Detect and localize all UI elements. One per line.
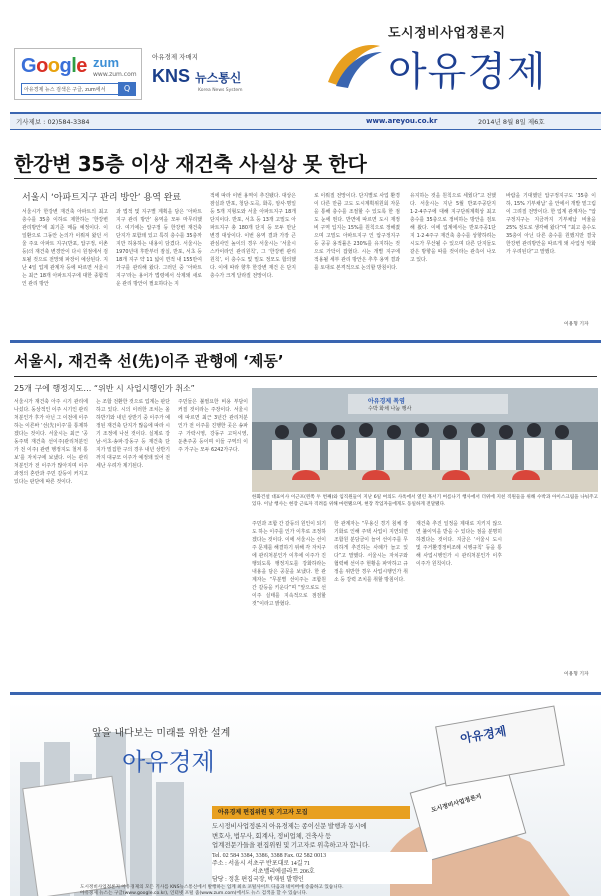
article1-byline: 이용형 기자: [564, 322, 589, 327]
ad-contact-line: 담당 : 정훈 편집국장, 박재원 발행인: [212, 877, 304, 883]
issue-meta-bar: [10, 112, 601, 130]
photo-banner-text: 아유경제 폭염: [368, 398, 405, 405]
event-photo: [252, 388, 598, 492]
article2-column: 주민과 조합 간 갈등의 원인이 되기도 하는 이주를 인가 이후로 조정하겠다는 것이다. 이에 서울시는 선이주 문제를 해결하기 위해 각 자치구에 관리처분인가 이후에 이주가 진행되도록 행정지도를 강화하라는 내용을 담은 공문을 보냈다. 한 관계자는 “무분별 선이주는 조합원 간 갈등을 키운다”며 “앞으로도 선이주 실태를 지속적으로 점검할 것”이라고 밝혔다.: [252, 521, 326, 607]
masthead-tagline: 도시정비사업정론지: [388, 26, 506, 41]
ad-slogan: 앞을 내다보는 미래를 위한 설계: [92, 728, 231, 739]
article1-column: 로 이뤄질 전망이다. 단지별로 사업 환경이 다른 만큼 고도 도시계획위원회 자문을 통해 층수를 조절할 수 있도록 한 점도 눈에 띈다. 반면에 따르면 도시 재정비 구역 입지는 15%를 원칙으로 정해졌으며 고밀도 아파트지구 인 압구정지구 등 공공 용적률은 230%를 유지하는 것으로 가닥이 잡혔다. 시는 개별 지구에 적용될 세부 관리 방안은 추후 용역 결과를 토대로 본격적으로 논의할 방침이다.: [314, 193, 400, 271]
event-photo-illustration: [252, 388, 598, 492]
ad-body-line: 변호사, 법무사, 회계사, 정비업체, 건축사 등: [212, 832, 332, 840]
kns-tag: Korea News System: [198, 88, 243, 93]
ad-contact: [212, 852, 432, 884]
divider: [14, 376, 597, 377]
section-divider: [10, 340, 601, 343]
article1-column: 적에 따라 이번 용역이 추진됐다. 대상은 잠실과 반포, 청담·도곡, 화곡, 암사·명일 등 5개 지형도와 서울 아파트지구 18개 단지이다. 반포, 서초 등 13개 고밀도 아파트지구 총 180개 단지 등 모두 만난 변경 대상이다. 이번 용역 결과 가장 큰 관심사인 높이의 경우 서울시는 ‘서울시 스카이라인 관리원칙’, 그 ‘한강변 관리원칙’, 이 층수도 및 밀도 정모도 합의했다. 이에 따라 향후 한강변 재건 은 단지 층수가 크게 달라질 전망이다.: [210, 193, 296, 279]
ad-body-line: 업계전문가들을 편집위원 및 기고자로 위촉하고자 합니다.: [212, 842, 370, 850]
ad-body: [212, 822, 432, 851]
kns-label: 아유경제 자매지: [152, 53, 199, 61]
article2-column: 서울시가 재건축 아주 시기 관리에 나섰다. 동상적인 이주 시기인 관리처분인가 후가 아닌 그 이전에 이주하는 이른바 ‘선(先)이주’를 통제하겠다는 것이다. 서울시는 최근 ‘공동주택 재건축 선이주(관리처분인가 전 이주) 관련 행정지도 철저 통보’를 자치구에 보냈다. 이는 관리처분인가 전 이주가 많아지며 이주 과정의 혼란과 주민 갈등이 커지고 있다는 판단에 따른 것이다.: [14, 399, 88, 485]
masthead-title: 아유경제: [388, 49, 547, 95]
ad-contact-line: Tel. 02 584 3384, 3386, 3388 Fax. 02 582 0013: [212, 853, 327, 859]
ad-mini-tagline: 도시정비사업정론지: [430, 792, 483, 815]
tip-phone: 기사제보 : 02)584-3384: [16, 118, 90, 126]
article2-byline: 이용형 기자: [564, 672, 589, 677]
article1-column: 서울시가 한강변 재건축 아파트의 최고 층수를 35층 이하로 제한하는 ‘한강변 관리방안’에 최기준 매듭 예정이다. 이 일환으로 그동안 논의가 이뤄져 왔던 서울 주요 아파트 지구(반포, 압구정, 이촌 등)의 재건축 변경안이 다시 원점에서 검토될 것으로 전망돼 파장이 예상된다. 지난 4일 업계 관계자 등에 따르면 서울시는 최근 18개 아파트지구에 대한 종합적인 관리 방안: [22, 209, 108, 287]
footer-line: 도시정비사업정론지 아유경제의 모든 기사를 KNS뉴스통신에서 발행하는 업계 최초 포털사이트 다음과 네이버에 송출하고 있습니다.: [80, 885, 344, 890]
zum-url: www.zum.com: [93, 71, 137, 78]
kns-logo-text: KNS: [152, 66, 191, 86]
article2-column: 주민들은 불필요한 비용 부담이 커질 것이라는 주장이다. 서울시에 따르면 최근 3년간 관리처분 인가 전 이주를 진행한 곳은 송파구 가락시영, 강동구 고덕시영, 둔촌주공 등이며 이들 구역의 이주 가구는 모두 6242가구다.: [178, 399, 248, 453]
section-divider: [10, 692, 601, 695]
ad-contact-line: 주소 : 서울시 서초구 반포대로 14길 71: [212, 861, 311, 867]
article1-subhead: 서울시 ‘아파트지구 관리 방안’ 용역 완료: [22, 193, 182, 203]
google-logo: Google: [21, 55, 87, 77]
article1-column: 바람을 기대했던 압구정지구도 ‘35층 이하, 15% 기부채납’ 을 안에서 개발 밑그림이 그려질 전망이다. 한 업계 관계자는 “압구정지구는 지금까지 기부채납 비율을 25% 정도로 생각해 왔다”며 “최고 층수도 35층이 아닌 다른 층수를 원했지만 결국 한강변 관리방안을 따르게 돼 사업성 악화가 우려된다”고 말했다.: [506, 193, 596, 255]
article2-column: 는 조합 전환한 것으로 업계는 판단하고 있다. 시의 이러한 조치는 올 하반기와 내년 상반기 중 이주가 예정된 재건축 단지가 많음에 따라 시기 조정에 나선 것이다. 실제로 강남·서초·송파·강동구 등 재건축 단지가 밀집한 구의 경우 내년 상반기까지 대규모 이주가 예정돼 있어 전세난 우려가 제기된다.: [96, 399, 170, 469]
article2-headline: 서울시, 재건축 선(先)이주 관행에 ‘제동’: [14, 352, 284, 370]
search-button[interactable]: [118, 82, 136, 96]
aywk-swoosh-logo-icon: [322, 40, 386, 92]
issue-date: 2014년 8월 8일 제6호: [478, 118, 545, 126]
footer-line: 아유경제 뉴스는 구글(www.google.co.kr), 인터넷 포털 줌(www.zum.com)에서도 뉴스 검색을 할 수 있습니다.: [80, 891, 308, 896]
article1-column: 유지하는 것을 원칙으로 세웠다”고 전했다. 서울시는 지난 5월 반포주공단지 1·2·4주구에 대해 지구단위계획상 최고 층수를 35층으로 정비하는 방안을 검토해 왔다. 이에 업계에서는 반포주공1단지 1·2·4주구 재건축 층수를 상향하려는 시도가 무산될 수 있으며 다른 단지들도 같은 방향을 따를 것이라는 관측이 나오고 있다.: [410, 193, 496, 263]
ad-bar-label: 아유경제 편집위원 및 기고자 모집: [212, 806, 410, 819]
ad-mini-masthead: 아유경제: [459, 724, 508, 746]
photo-caption: 한화건설 대표이사 이근포(왼쪽 두 번째)와 임직원들이 지난 6일 여의도 사옥에서 열린 혹서기 여름나기 행사에서 더위에 지친 직원들을 위해 수박과 아이스크림을 나눠주고 있다. 이날 행사는 현장 근로자 격려를 위해 마련됐으며, 현장 작업자들에게도 동일하게 전달됐다.: [252, 495, 598, 507]
ad-body-line: 도시정비사업정론지 아유경제는 종이신문 발행과 동시에: [212, 823, 367, 830]
search-input[interactable]: 아유경제 뉴스 검색은 구글, zum에서: [21, 83, 135, 95]
photo-banner-subtext: 수박 화채 나눔 행사: [368, 406, 412, 412]
article1-column: 과 법적 및 지구별 계획을 담은 ‘아파트지구 관리 방안’ 용역을 모두 마무리했다. 여기에는 압구정 등 한강변 재건축 단지가 포함돼 있고 특히 층수를 35층까지만 허용하는 내용이 담겼다. 서울시는 1970년대 후반부터 잠실, 반포, 서초 등 18개 지구 약 11 넓이 면적 내 155만여 가구를 관리해 왔다. 그러던 중 ‘아파트지구’라는 용어가 법령에서 삭제돼 새로운 관리 방안이 필요하다는 지: [116, 209, 202, 287]
kns-logo: [152, 66, 241, 87]
ad-contact-line: 서초밸리에클라트 206호: [252, 869, 315, 875]
zum-logo: zum: [93, 55, 119, 70]
ad-title: 아유경제: [122, 748, 215, 776]
search-icon: Q: [123, 84, 131, 93]
article2-column: 한 관계자는 “무용신 경기 침체 장기화로 인해 주택 사업이 지연되면 조합원 분담금이 늘어 선이주를 무리하게 추진하는 사례가 늘고 있다”고 말했다. 서울시는 자치구와 협력해 선이주 현황을 파악하고 규정을 위반한 경우 사업시행인가 취소 등 강력 조치를 취할 방침이다.: [334, 521, 408, 583]
article2-column: 재건축 추진 일정을 제대로 지키지 않으면 불이익을 받을 수 있다는 점을 분명히 하겠다는 것이다. 지금은 ‘서울시 도시 및 주거환경정비조례 시행규칙’ 등을 통해 사업시행인가 시 관리처분인가 이후 이주가 원칙이다.: [416, 521, 502, 567]
article1-headline: 한강변 35층 이상 재건축 사실상 못 한다: [14, 152, 367, 176]
divider: [14, 178, 597, 179]
site-url[interactable]: www.areyou.co.kr: [366, 117, 438, 125]
article2-subhead: 25개 구에 행정지도… “위반 시 사업시행인가 취소”: [14, 384, 195, 393]
ad-footer: [80, 890, 560, 896]
kns-logo-sub: 뉴스통신: [195, 71, 242, 85]
